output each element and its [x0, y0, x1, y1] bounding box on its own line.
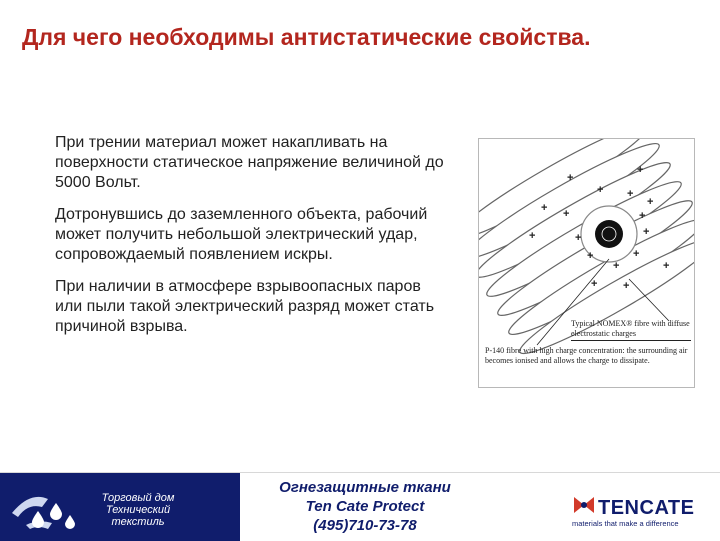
- nomex-caption: Typical NOMEX® fibre with diffuse electrostatic charges: [571, 319, 691, 341]
- charge-plus: +: [597, 184, 604, 196]
- slide-title: Для чего необходимы антистатические свойства.: [22, 24, 591, 50]
- p140-caption: P-140 fibre with high charge concentration: the surrounding air becomes ionised and allows the charge to dissipate.: [485, 346, 688, 365]
- water-drops-logo-icon: [8, 489, 80, 531]
- tencate-wordmark: TENCATE: [598, 497, 695, 519]
- charge-plus: +: [541, 202, 548, 214]
- fibre-diagram: [478, 138, 695, 388]
- charge-plus: +: [639, 210, 646, 222]
- charge-plus: +: [627, 188, 634, 200]
- charge-plus: +: [643, 226, 650, 238]
- footer-bar: [0, 472, 720, 541]
- charge-plus: +: [637, 164, 644, 176]
- body-text: [55, 133, 450, 349]
- tencate-logo-icon: [572, 493, 596, 517]
- footer-line-company: Ten Cate Protect: [305, 498, 425, 515]
- charge-plus: +: [623, 280, 630, 292]
- paragraph-explosion: При наличии в атмосфере взрывоопасных паров или пыли такой электрический разряд может стать причиной взрыва.: [55, 278, 435, 335]
- charge-plus: +: [575, 232, 582, 244]
- footer-contact: [250, 478, 480, 535]
- charge-plus: +: [563, 208, 570, 220]
- tencate-tagline: materials that make a difference: [572, 519, 679, 528]
- charge-plus: +: [633, 248, 640, 260]
- company-name-left: Торговый дом Технический текстиль: [101, 492, 175, 528]
- footer-line-phone: (495)710-73-78: [313, 517, 417, 534]
- charge-plus: +: [587, 250, 594, 262]
- charge-plus: +: [529, 230, 536, 242]
- charge-plus: +: [567, 172, 574, 184]
- paragraph-friction: При трении материал может накапливать на поверхности статическое напряжение величиной до 5000 Вольт.: [55, 134, 444, 191]
- charge-plus: +: [613, 260, 620, 272]
- p140-fibre-core: [595, 220, 623, 248]
- charge-plus: +: [591, 278, 598, 290]
- charge-plus: +: [663, 260, 670, 272]
- paragraph-shock: Дотронувшись до заземленного объекта, рабочий может получить небольшой электрический удар, сопровождаемый появлением искры.: [55, 206, 428, 263]
- footer-line-fabrics: Огнезащитные ткани: [279, 479, 451, 496]
- footer-left-panel: [0, 473, 240, 541]
- charge-plus: +: [647, 196, 654, 208]
